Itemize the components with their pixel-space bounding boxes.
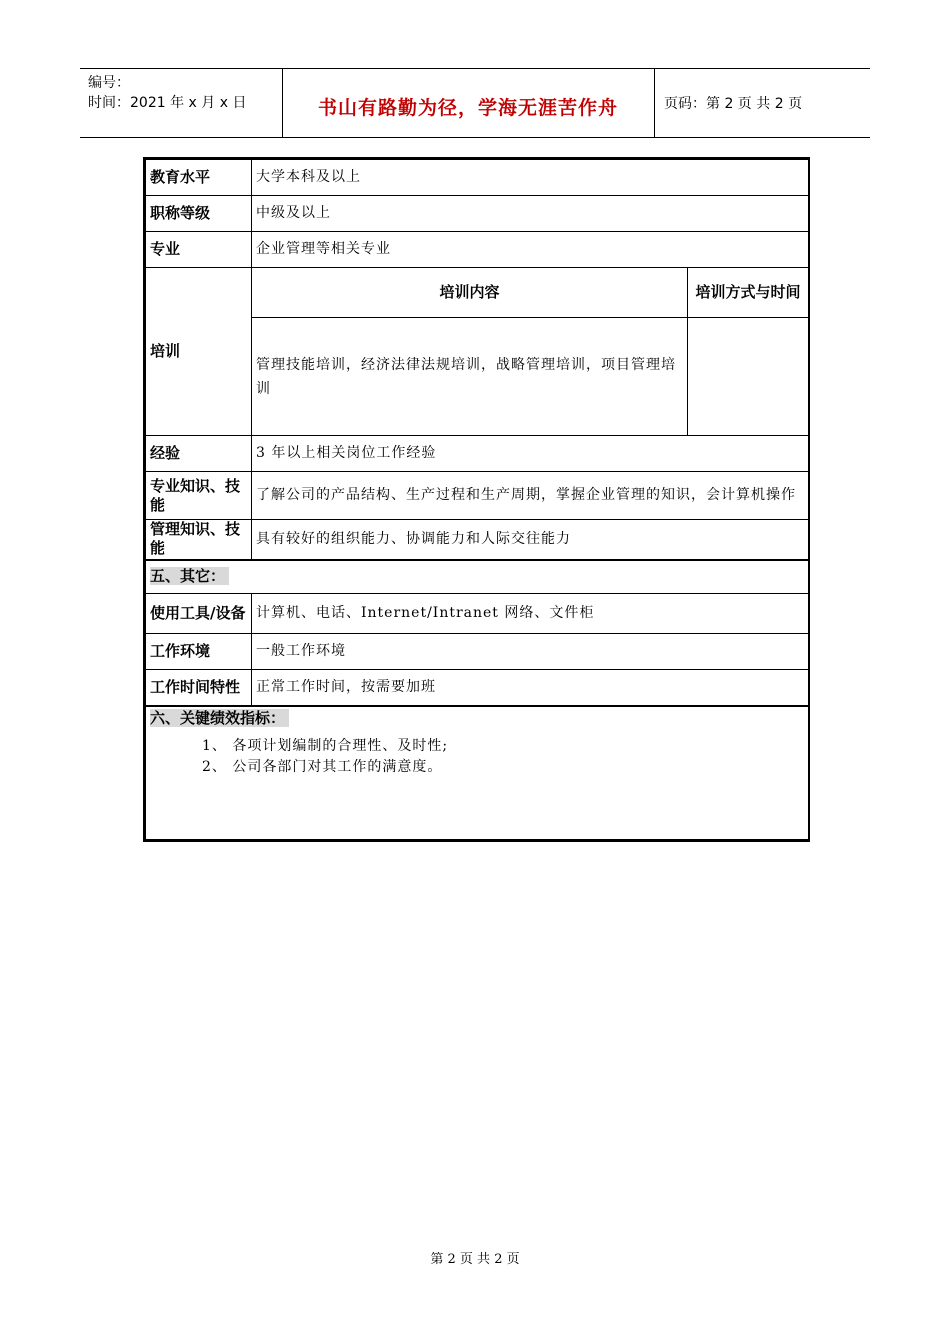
page-footer: 第 2 页 共 2 页 bbox=[430, 1252, 520, 1267]
prof-knowledge-value: 了解公司的产品结构、生产过程和生产周期，掌握企业管理的知识，会计算机操作 bbox=[252, 472, 809, 520]
training-method bbox=[688, 318, 809, 436]
number-label: 编号： bbox=[88, 75, 130, 91]
time-label: 时间：2021 年 x 月 x 日 bbox=[88, 95, 247, 111]
experience-label: 经验 bbox=[146, 436, 252, 472]
header-divider bbox=[654, 69, 655, 137]
prof-knowledge-row bbox=[146, 472, 809, 520]
section5-title-text: 五、其它： bbox=[150, 567, 229, 585]
mgmt-knowledge-value: 具有较好的组织能力、协调能力和人际交往能力 bbox=[252, 520, 809, 560]
section6-row bbox=[146, 706, 809, 840]
education-label: 教育水平 bbox=[146, 160, 252, 196]
job-description-table bbox=[143, 157, 810, 842]
section6-title bbox=[150, 709, 804, 728]
title-row bbox=[146, 196, 809, 232]
education-value: 大学本科及以上 bbox=[252, 160, 809, 196]
work-time-label: 工作时间特性 bbox=[146, 670, 252, 706]
section6-cell bbox=[146, 706, 809, 840]
header-page-info: 页码：第 2 页 共 2 页 bbox=[664, 96, 803, 112]
title-label: 职称等级 bbox=[146, 196, 252, 232]
header-meta bbox=[88, 73, 246, 113]
title-value: 中级及以上 bbox=[252, 196, 809, 232]
kpi-list bbox=[150, 728, 804, 778]
major-row bbox=[146, 232, 809, 268]
page-header bbox=[80, 68, 870, 138]
mgmt-knowledge-row bbox=[146, 520, 809, 560]
mgmt-knowledge-label: 管理知识、技能 bbox=[146, 520, 252, 560]
experience-row bbox=[146, 436, 809, 472]
environment-value: 一般工作环境 bbox=[252, 634, 809, 670]
training-header-row bbox=[146, 268, 809, 318]
prof-knowledge-label: 专业知识、技能 bbox=[146, 472, 252, 520]
training-content-header: 培训内容 bbox=[252, 268, 688, 318]
education-row bbox=[146, 160, 809, 196]
section6-title-text: 六、关键绩效指标： bbox=[150, 709, 289, 727]
environment-row bbox=[146, 634, 809, 670]
environment-label: 工作环境 bbox=[146, 634, 252, 670]
work-time-row bbox=[146, 670, 809, 706]
training-content: 管理技能培训，经济法律法规培训，战略管理培训，项目管理培训 bbox=[252, 318, 688, 436]
kpi-item: 2、 公司各部门对其工作的满意度。 bbox=[202, 758, 443, 775]
section5-title bbox=[146, 560, 809, 594]
experience-value: 3 年以上相关岗位工作经验 bbox=[252, 436, 809, 472]
major-value: 企业管理等相关专业 bbox=[252, 232, 809, 268]
tools-value: 计算机、电话、Internet/Intranet 网络、文件柜 bbox=[252, 594, 809, 634]
tools-label: 使用工具/设备 bbox=[146, 594, 252, 634]
tools-row bbox=[146, 594, 809, 634]
work-time-value: 正常工作时间，按需要加班 bbox=[252, 670, 809, 706]
header-motto: 书山有路勤为径，学海无涯苦作舟 bbox=[317, 97, 618, 119]
training-label: 培训 bbox=[146, 268, 252, 436]
section5-title-row bbox=[146, 560, 809, 594]
training-method-header: 培训方式与时间 bbox=[688, 268, 809, 318]
kpi-item: 1、 各项计划编制的合理性、及时性; bbox=[202, 737, 449, 754]
major-label: 专业 bbox=[146, 232, 252, 268]
